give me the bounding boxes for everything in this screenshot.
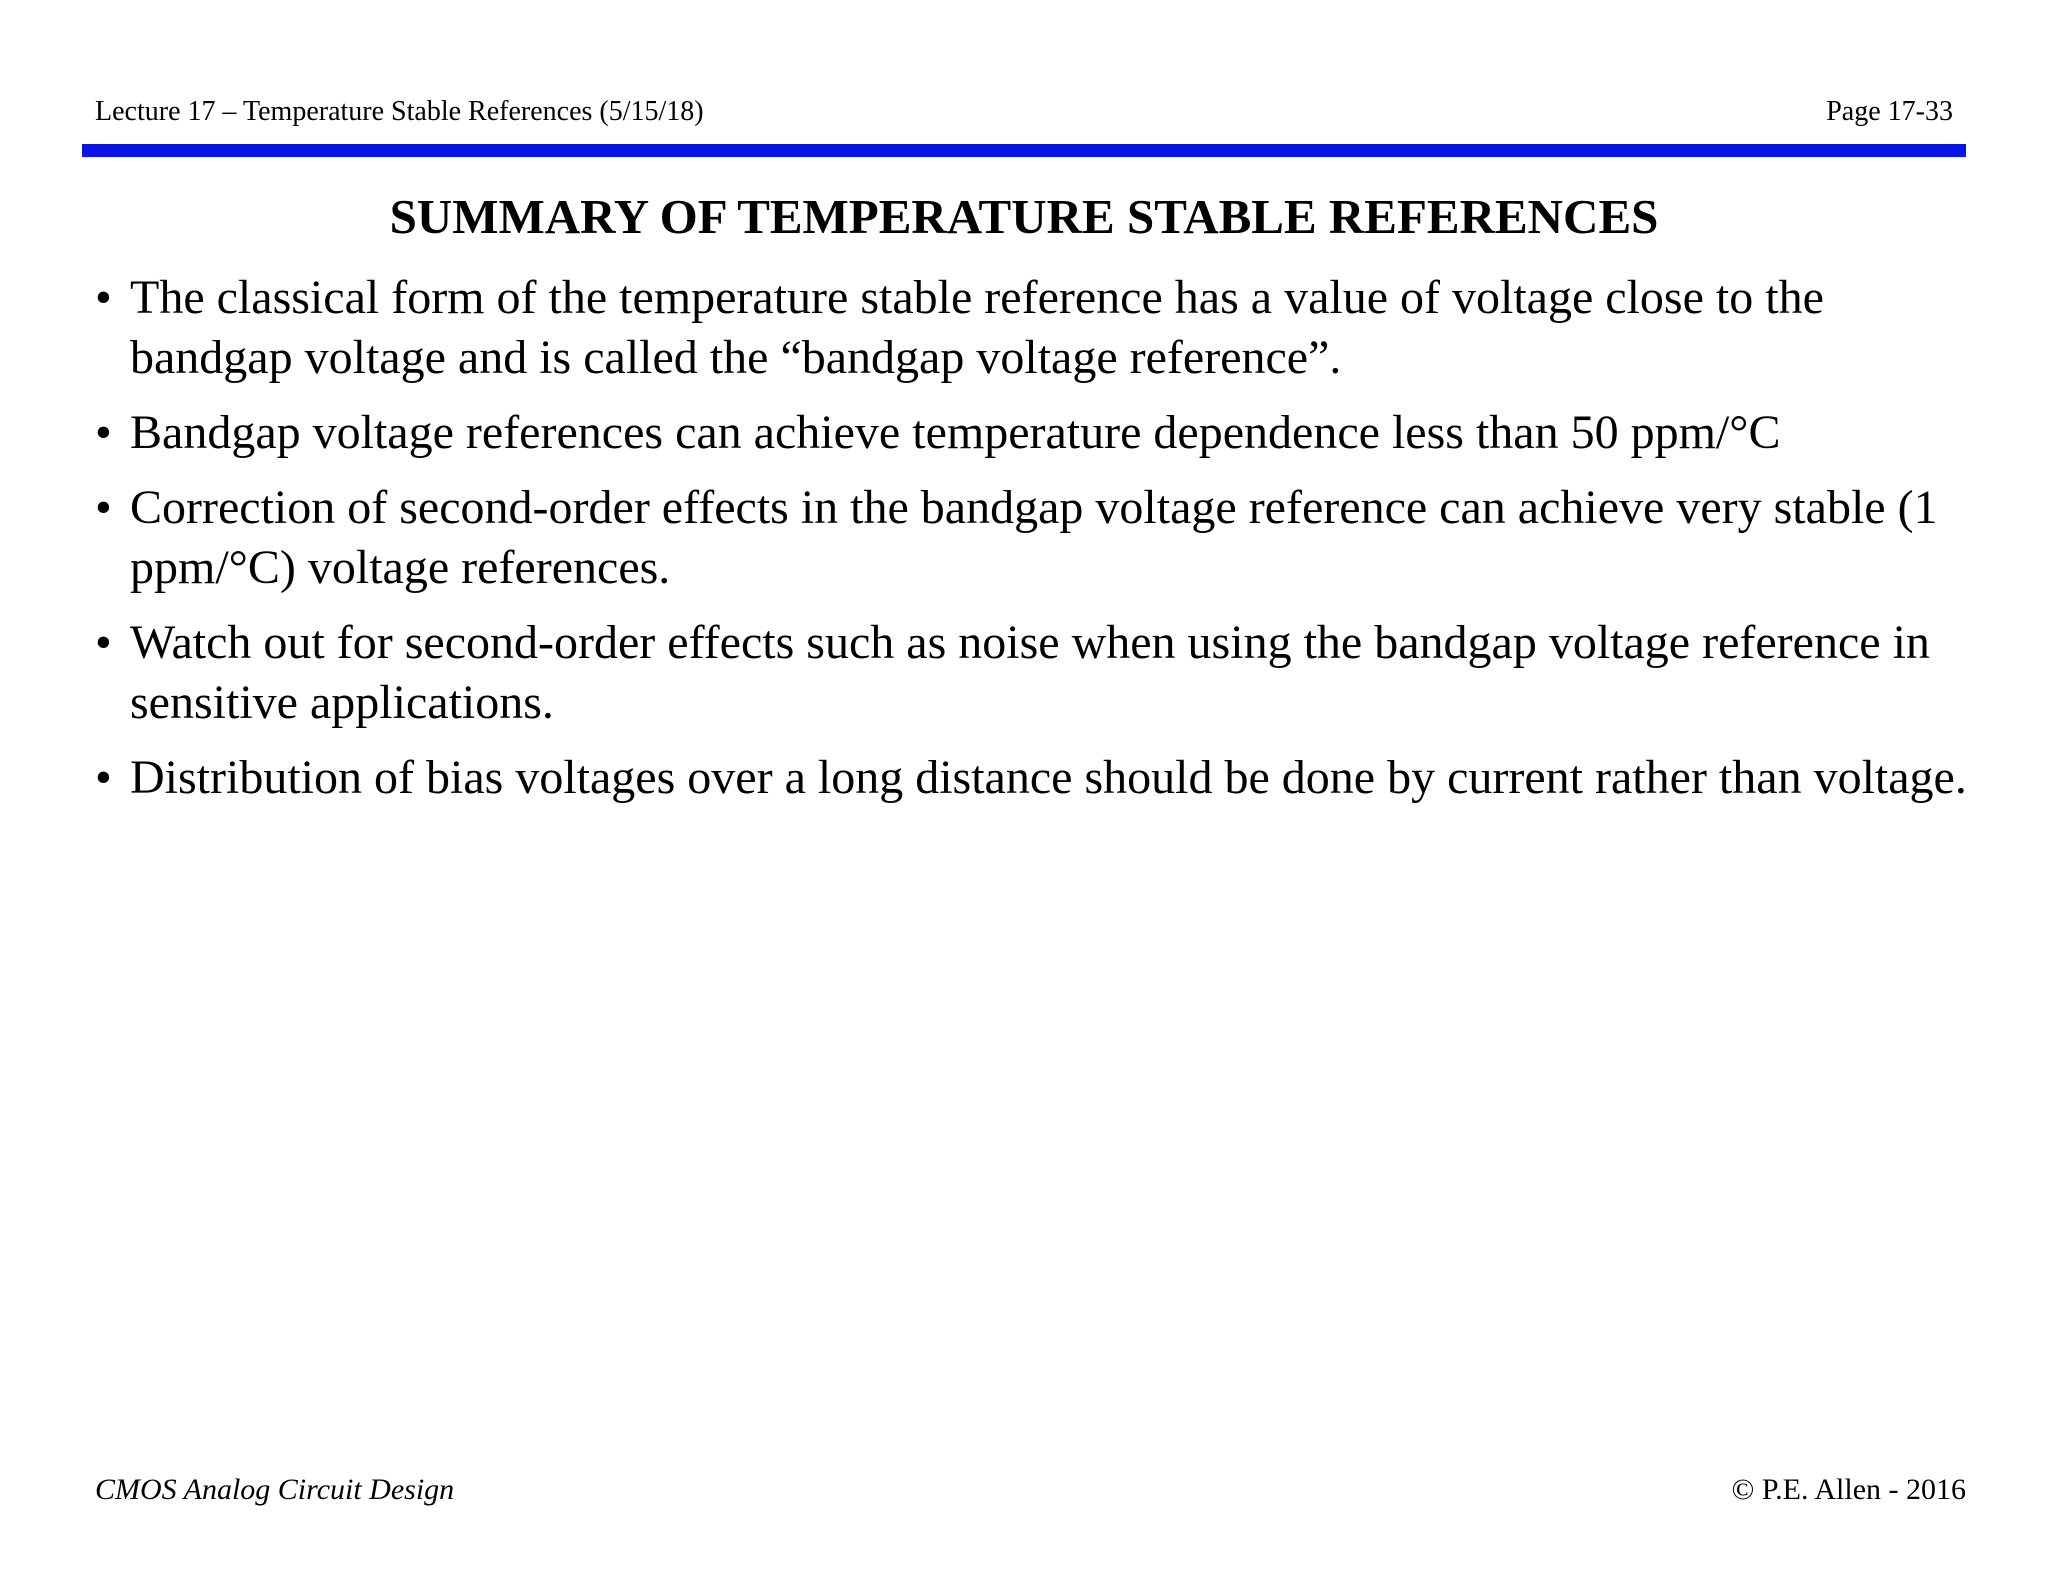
bullet-marker: •	[95, 406, 112, 459]
bullet-text: Correction of second-order effects in the bandgap voltage reference can achieve very stable (1 ppm/°C) voltage references.	[130, 481, 1938, 594]
bullet-item	[95, 613, 1975, 733]
bullet-item	[95, 403, 1975, 463]
page-number: Page 17-33	[1826, 96, 1953, 127]
bullet-marker: •	[95, 751, 112, 804]
bullet-text: The classical form of the temperature stable reference has a value of voltage close to the bandgap voltage and is called the “bandgap voltage reference”.	[130, 271, 1824, 384]
header-rule	[82, 144, 1966, 157]
bullet-item	[95, 748, 1975, 808]
bullet-marker: •	[95, 271, 112, 324]
bullet-marker: •	[95, 481, 112, 534]
bullet-item	[95, 478, 1975, 598]
slide-title: SUMMARY OF TEMPERATURE STABLE REFERENCES	[389, 189, 1659, 244]
bullet-marker: •	[95, 616, 112, 669]
course-name: CMOS Analog Circuit Design	[95, 1473, 455, 1506]
lecture-header: Lecture 17 – Temperature Stable References (5/15/18)	[95, 96, 704, 127]
bullet-text: Distribution of bias voltages over a long distance should be done by current rather than voltage.	[130, 751, 1967, 804]
bullet-list	[95, 268, 1975, 823]
bullet-item	[95, 268, 1975, 388]
bullet-text: Bandgap voltage references can achieve temperature dependence less than 50 ppm/°C	[130, 406, 1781, 459]
bullet-text: Watch out for second-order effects such as noise when using the bandgap voltage reference in sensitive applications.	[130, 616, 1930, 729]
copyright: © P.E. Allen - 2016	[1731, 1473, 1966, 1506]
